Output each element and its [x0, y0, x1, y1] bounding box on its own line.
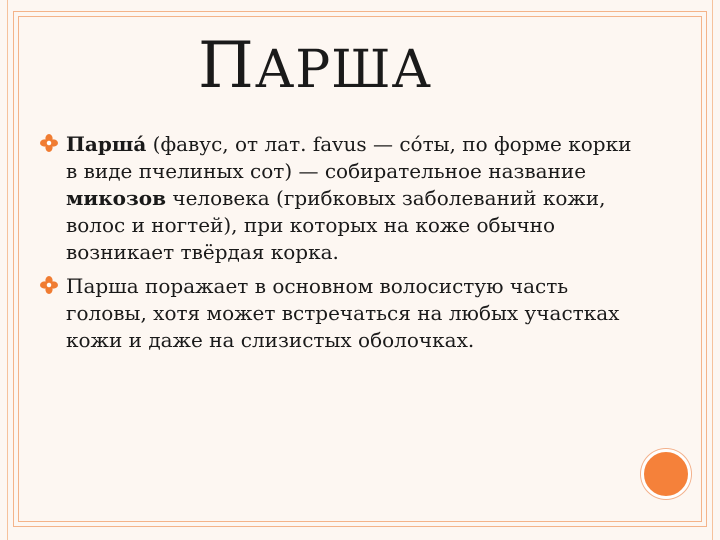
title-first-letter: П [198, 29, 255, 103]
text-run: (фавус, от лат. favus — со́ты, по форме корки в виде пчелиных сот) — собирательное название [66, 132, 632, 183]
bullet-text [66, 274, 619, 352]
slide-title [198, 29, 432, 103]
bullet-text [66, 132, 631, 264]
bullet-item [40, 273, 640, 354]
text-run: Парша поражает в основном волосистую часть головы, хотя может встречаться на любых участках кожи и даже на слизистых оболочках. [66, 274, 620, 352]
title-rest: АРША [254, 40, 432, 100]
right-edge-line [712, 0, 713, 540]
bold-term: микозов [66, 186, 166, 210]
slide-content [40, 131, 640, 361]
text-run: человека (грибковых заболеваний кожи, волос и ногтей), при которых на коже обычно возникает твёрдая корка. [66, 186, 606, 264]
flower-bullet-icon [40, 276, 58, 294]
bold-term: Парша́ [66, 132, 147, 156]
bullet-item [40, 131, 640, 266]
left-edge-line [7, 0, 8, 540]
decorative-circle [641, 449, 691, 499]
flower-bullet-icon [40, 134, 58, 152]
